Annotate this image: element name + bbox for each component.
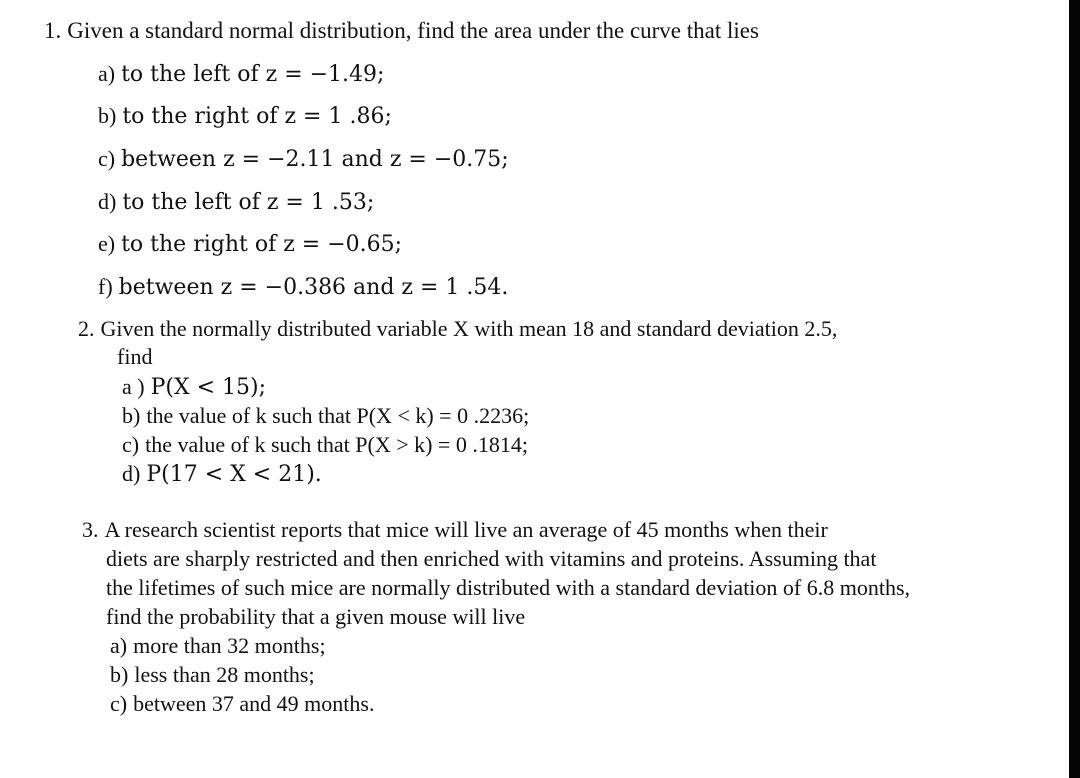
part-label: a ): [122, 374, 145, 399]
part-text: less than 28 months;: [134, 662, 315, 687]
question-1-part-b: [98, 105, 392, 128]
part-label: c): [122, 432, 140, 457]
part-label: e): [98, 231, 116, 256]
part-label: a): [110, 633, 128, 658]
part-text: to the right of z = −0.65;: [121, 232, 403, 257]
question-3-part-b: [110, 664, 315, 686]
question-2-text-line-1: Given the normally distributed variable X with mean 18 and standard deviation 2.5,: [100, 316, 838, 341]
question-2-part-a: [122, 376, 266, 399]
question-3-text-line-2: diets are sharply restricted and then enriched with vitamins and proteins. Assuming that: [106, 546, 877, 571]
question-1-part-d: [98, 191, 374, 214]
question-1-stem: [44, 19, 759, 42]
question-1-part-c: [98, 148, 509, 171]
question-3-stem-line-2: [106, 548, 876, 570]
question-2-part-c: [122, 434, 528, 456]
question-2-number: 2.: [78, 316, 95, 341]
part-label: d): [122, 461, 141, 486]
question-3-number: 3.: [82, 517, 99, 542]
part-text: the value of k such that P(X < k) = 0 .2236;: [146, 403, 530, 428]
part-text: between 37 and 49 months.: [133, 691, 375, 716]
question-1-text: Given a standard normal distribution, find the area under the curve that lies: [67, 18, 759, 43]
question-3-part-c: [110, 693, 374, 715]
part-label: c): [98, 146, 116, 171]
question-3-text-line-1: A research scientist reports that mice will live an average of 45 months when their: [104, 517, 828, 542]
question-2-stem-line-2: [117, 346, 152, 368]
question-1-part-e: [98, 233, 402, 256]
part-text: P(X < 15);: [150, 375, 267, 400]
part-label: b): [98, 103, 117, 128]
question-3-part-a: [110, 635, 326, 657]
part-text: to the left of z = 1 .53;: [122, 190, 375, 215]
question-3-stem-line-4: [106, 606, 525, 628]
question-3-stem-line-3: [106, 577, 910, 599]
question-1-part-f: [98, 276, 508, 299]
scan-edge-border: [1069, 0, 1080, 778]
part-text: the value of k such that P(X > k) = 0 .1814;: [145, 432, 528, 457]
part-label: b): [122, 403, 141, 428]
part-label: c): [110, 691, 128, 716]
part-text: P(17 < X < 21).: [146, 462, 322, 487]
part-text: to the left of z = −1.49;: [121, 62, 385, 87]
question-3-text-line-3: the lifetimes of such mice are normally distributed with a standard deviation of 6.8 months,: [106, 575, 911, 600]
part-label: d): [98, 189, 117, 214]
question-2-part-b: [122, 405, 529, 427]
part-label: f): [98, 274, 113, 299]
question-1-number: 1.: [44, 18, 62, 43]
question-2-part-d: [122, 463, 322, 486]
part-text: between z = −0.386 and z = 1 .54.: [118, 275, 509, 300]
question-2-text-line-2: find: [117, 344, 153, 369]
question-3-text-line-4: find the probability that a given mouse will live: [106, 604, 526, 629]
part-text: between z = −2.11 and z = −0.75;: [121, 147, 509, 172]
part-label: b): [110, 662, 129, 687]
part-text: more than 32 months;: [133, 633, 326, 658]
question-3-stem: [82, 519, 828, 541]
question-2-stem: [78, 318, 837, 340]
part-label: a): [98, 61, 116, 86]
question-1-part-a: [98, 63, 384, 86]
part-text: to the right of z = 1 .86;: [122, 104, 392, 129]
